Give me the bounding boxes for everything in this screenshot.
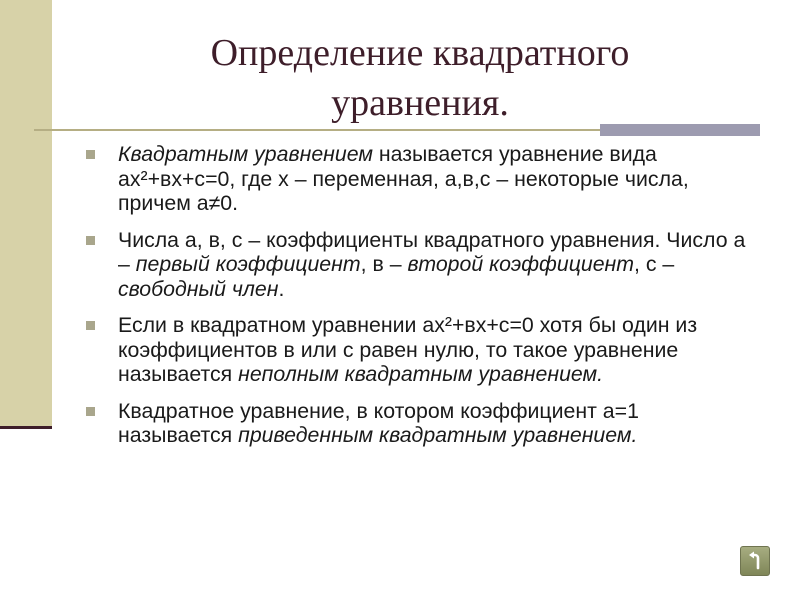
slide-title: Определение квадратного уравнения. [210, 32, 630, 124]
left-decor-bar [0, 0, 52, 428]
coefficients-text: , в – [360, 252, 408, 276]
coefficients-text: Числа a, в, c – коэффициенты квадратного уравнения. Число a – [118, 227, 746, 276]
bullet-item-coefficients [86, 228, 746, 302]
bullet-item-incomplete [86, 313, 746, 387]
square-bullet-icon [86, 150, 95, 159]
term-quadratic-equation: Квадратным уравнением [118, 142, 373, 166]
term-free-term: свободный член [118, 276, 279, 301]
term-second-coefficient: второй коэффициент [407, 252, 635, 276]
incomplete-text: Если в квадратном уравнении ax²+вx+c=0 хотя бы один из коэффициентов в или c равен нулю, то такое уравнение называется [118, 313, 698, 386]
return-button[interactable] [740, 546, 770, 576]
square-bullet-icon [86, 236, 95, 245]
term-incomplete-equation: неполным квадратным уравнением. [238, 362, 604, 386]
definition-text: называется уравнение вида ax²+вx+c=0, где x – переменная, a,в,c – некоторые числа, причем a≠0. [118, 142, 689, 215]
reduced-text: Квадратное уравнение, в котором коэффициент a=1 называется [118, 398, 639, 447]
coefficients-text: . [278, 276, 285, 301]
term-reduced-equation: приведенным квадратным уравнением. [238, 423, 638, 447]
square-bullet-icon [86, 407, 95, 416]
left-decor-line [0, 426, 52, 429]
bullet-list [86, 142, 746, 460]
return-arrow-icon [745, 551, 765, 571]
term-first-coefficient: первый коэффициент [135, 252, 361, 276]
bullet-item-definition [86, 142, 746, 216]
bullet-item-reduced [86, 399, 746, 448]
square-bullet-icon [86, 321, 95, 330]
title-accent-bar [600, 124, 760, 136]
coefficients-text: , c – [634, 252, 675, 276]
